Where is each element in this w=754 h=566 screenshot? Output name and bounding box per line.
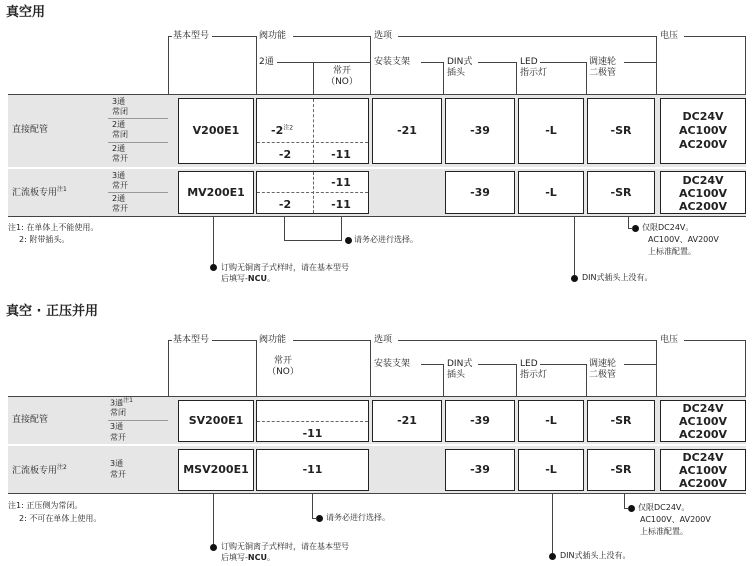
s2-model-direct-box[interactable] [178,400,254,442]
s1-header-din-2: 插头 [447,68,466,78]
s1-note-2: 2: 附带插头。 [19,235,70,244]
s2-callout-ncu-1: 订购无铜离子式样时，请在基本型号 [221,542,349,551]
s1-header-options: 选项 [374,31,393,41]
s2-m-sub-no: 常开 [110,470,126,479]
s2-code-21: -21 [397,414,417,427]
s1-header-voltage: 电压 [660,31,679,41]
s2-din-box[interactable] [445,400,515,442]
s2-header-speed-2: 二极管 [589,370,617,380]
s2-valve-direct-box[interactable] [256,400,369,442]
s2-model-direct: SV200E1 [188,414,244,427]
s1-code-L: -L [545,124,557,137]
section2-title: 真空 · 正压并用 [6,304,98,319]
s1-sub-2way: 2通 [112,120,126,129]
s1-din-box[interactable] [445,98,515,164]
s2-led-box[interactable] [518,400,584,442]
s1-bracket-box[interactable] [372,98,442,164]
s2-m-v2: AC100V [678,464,728,477]
s1-header-speed-2: 二极管 [589,68,617,78]
s1-sub-no: 常开 [112,154,128,163]
s2-header-din-1: DIN式 [447,359,473,369]
s1-model-manifold-box[interactable] [178,171,254,214]
s2-callout-must-select: 请务必进行选择。 [326,513,390,522]
s1-m-v3: AC200V [678,200,728,213]
s2-v3: AC200V [678,428,728,441]
s2-note-1: 注1: 正压侧为常闭。 [8,501,83,510]
s1-m-led-box[interactable] [518,171,584,214]
s1-led-box[interactable] [518,98,584,164]
s1-m-sub-3way: 3通 [112,171,126,180]
s1-callout-dc-only-1: 仅限DC24V。 [642,223,694,232]
s2-row-direct-label: 直接配管 [12,415,49,425]
s2-m-code-39: -39 [470,463,490,476]
s2-sub-nc: 常闭 [110,408,126,417]
s2-bracket-box[interactable] [372,400,442,442]
s2-code-39: -39 [470,414,490,427]
s2-m-v1: DC24V [682,451,724,464]
s1-header-normally-open: 常开 [332,66,351,76]
s1-header-valve-function: 阀功能 [259,31,287,41]
s1-model-direct: V200E1 [192,124,240,137]
s1-m-code-SR: -SR [610,186,632,199]
s2-m-led-box[interactable] [518,449,584,491]
s2-header-normally-open: 常开 [273,356,292,366]
s2-callout-ncu-2: 后填写-NCU。 [221,553,275,562]
s2-m-sub-3way: 3通 [110,459,124,468]
s2-callout-din-none: DIN式插头上没有。 [560,551,631,560]
s2-code-11: -11 [302,427,323,440]
s1-code-2-note: -2$^{注2}$ [271,124,294,137]
s2-m-code-SR: -SR [610,463,632,476]
s2-sub-no: 常开 [110,433,126,442]
s1-header-mount-bracket: 安装支架 [374,57,411,67]
s2-code-SR: -SR [610,414,632,427]
s2-code-L: -L [545,414,557,427]
s1-m-code-11b: -11 [331,198,351,211]
s2-header-base-model: 基本型号 [173,335,210,345]
s1-m-din-box[interactable] [445,171,515,214]
s2-v2: AC100V [678,415,728,428]
s1-model-manifold: MV200E1 [187,186,245,199]
s2-callout-dc-only-3: 上标准配置。 [640,527,688,536]
s1-v2: AC100V [678,124,728,137]
section1-title: 真空用 [6,5,46,20]
s1-code-11: -11 [331,148,351,161]
s1-v3: AC200V [678,138,728,151]
s1-header-base-model: 基本型号 [173,31,210,41]
s2-m-code-L: -L [545,463,557,476]
s2-header-led-1: LED [520,359,538,369]
s1-voltage-box[interactable] [660,98,746,164]
s1-callout-dc-only-2: AC100V、AV200V [648,235,719,244]
s1-header-no: （NO） [326,77,358,87]
s1-sub-2way-b: 2通 [112,144,126,153]
s2-note-2: 2: 不可在单体上使用。 [19,514,102,523]
s2-v1: DC24V [682,402,724,415]
s2-m-speed-box[interactable] [587,449,655,491]
s1-m-code-2: -2 [278,198,292,211]
s1-callout-must-select: 请务必进行选择。 [354,235,418,244]
s1-header-two-way: 2通 [259,57,274,67]
s1-header-speed-1: 调速轮 [589,57,617,67]
s1-valve-direct-box[interactable] [256,98,369,164]
s2-header-speed-1: 调速轮 [589,359,617,369]
s2-voltage-box[interactable] [660,400,746,442]
s1-model-direct-box[interactable] [178,98,254,164]
s2-callout-dc-only-2: AC100V、AV200V [640,515,711,524]
s1-m-code-11a: -11 [331,176,351,189]
s2-header-led-2: 指示灯 [520,370,548,380]
s2-valve-manifold-box[interactable] [256,449,369,491]
s1-m-sub-no: 常开 [112,181,128,190]
s2-m-v3: AC200V [678,477,728,490]
s1-m-voltage-box[interactable] [660,171,746,214]
s2-header-din-2: 插头 [447,370,466,380]
s2-sub-3way-note: 3通$^{注1}$ [110,397,133,408]
s1-sub-3way: 3通 [112,97,126,106]
s1-sub-nc-b: 常闭 [112,130,128,139]
s1-callout-din-none: DIN式插头上没有。 [582,273,653,282]
s1-row-direct-label: 直接配管 [12,125,49,135]
s1-speed-box[interactable] [587,98,655,164]
s2-header-mount-bracket: 安装支架 [374,359,411,369]
s2-row-manifold-label: 汇流板专用$^{注2}$ [12,464,67,476]
s1-m-sub-no-b: 常开 [112,204,128,213]
s2-m-din-box[interactable] [445,449,515,491]
s1-valve-manifold-box[interactable] [256,171,369,214]
s1-code-2: -2 [278,148,292,161]
s1-note-1: 注1: 在单体上不能使用。 [8,223,99,232]
s2-header-no: （NO） [267,367,299,377]
s1-header-led-2: 指示灯 [520,68,548,78]
s1-m-code-39: -39 [470,186,490,199]
s1-header-led-1: LED [520,57,538,67]
s1-code-SR: -SR [610,124,632,137]
s1-callout-dc-only-3: 上标准配置。 [648,247,696,256]
s1-m-speed-box[interactable] [587,171,655,214]
s2-sub-3way: 3通 [110,422,124,431]
s2-speed-box[interactable] [587,400,655,442]
s2-model-manifold: MSV200E1 [183,463,249,476]
s1-callout-ncu-2: 后填写-NCU。 [221,274,275,283]
s1-v1: DC24V [682,110,724,123]
s1-code-39: -39 [470,124,490,137]
s1-m-v2: AC100V [678,187,728,200]
s1-m-sub-2way: 2通 [112,194,126,203]
s2-header-valve-function: 阀功能 [259,335,287,345]
s1-row-manifold-label: 汇流板专用$^{注1}$ [12,186,67,198]
s2-callout-dc-only-1: 仅限DC24V。 [638,503,690,512]
s2-m-code-11: -11 [302,463,323,476]
s2-header-options: 选项 [374,335,393,345]
s2-model-manifold-box[interactable] [178,449,254,491]
s1-sub-nc: 常闭 [112,107,128,116]
s2-m-voltage-box[interactable] [660,449,746,491]
s1-m-v1: DC24V [682,174,724,187]
s1-callout-ncu-1: 订购无铜离子式样时，请在基本型号 [221,263,349,272]
s1-header-din-1: DIN式 [447,57,473,67]
s2-header-voltage: 电压 [660,335,679,345]
s1-code-21: -21 [397,124,417,137]
s1-m-code-L: -L [545,186,557,199]
